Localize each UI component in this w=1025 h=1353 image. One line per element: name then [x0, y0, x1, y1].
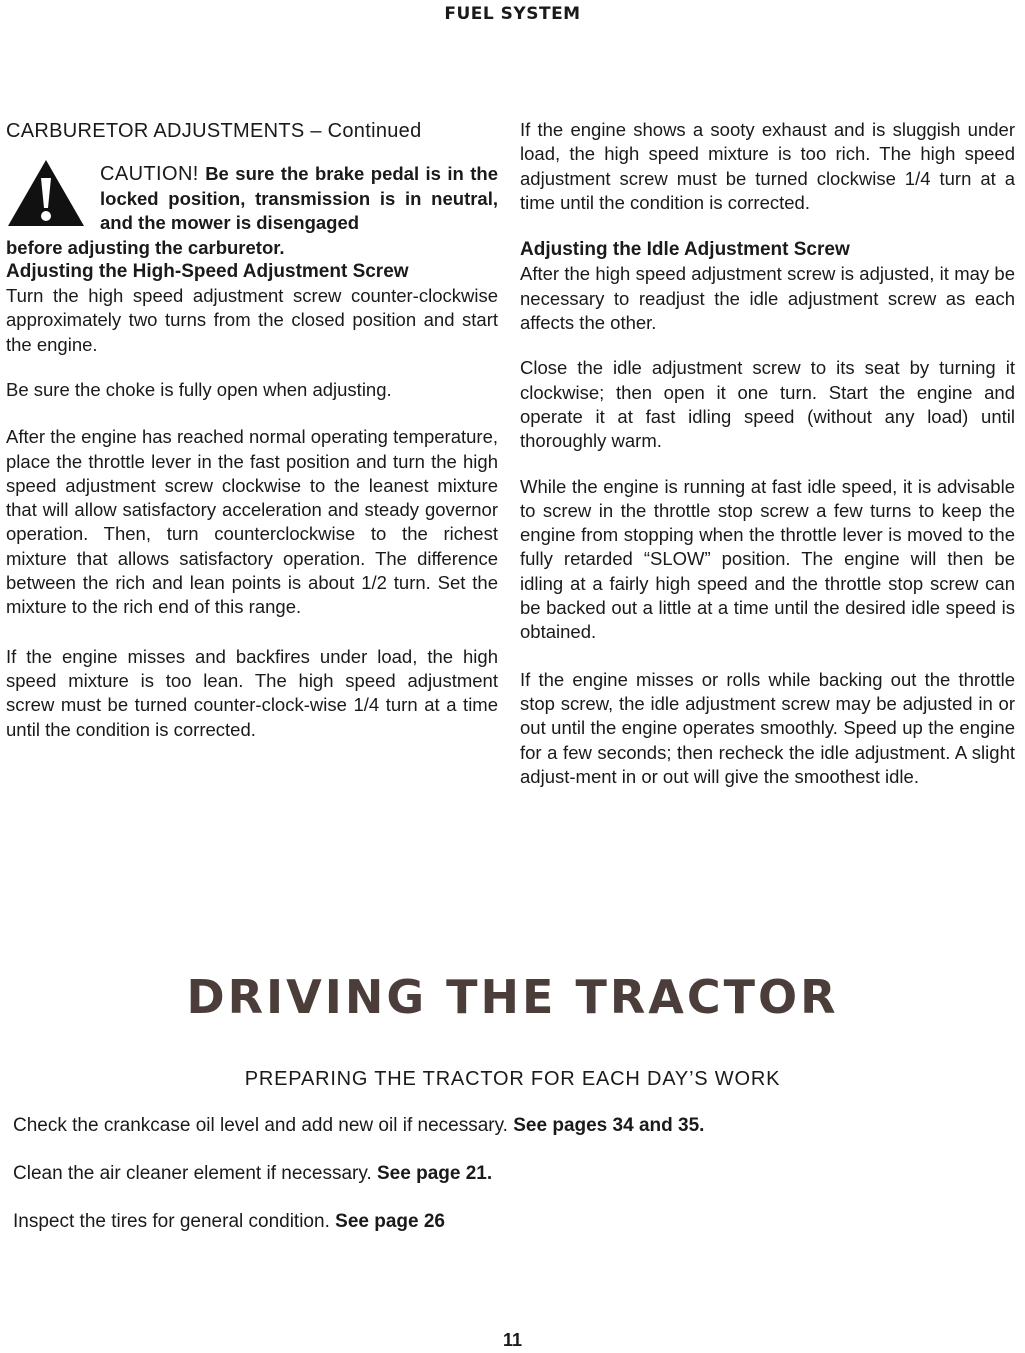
idle-subhead: Adjusting the Idle Adjustment Screw [520, 239, 850, 261]
caution-block [6, 162, 498, 236]
list-item [13, 1161, 913, 1187]
list-item [13, 1113, 913, 1139]
section-title-main: CARBURETOR ADJUSTMENTS [6, 120, 305, 142]
page-header: FUEL SYSTEM [444, 4, 581, 24]
left-paragraph: Turn the high speed adjustment screw counter-clockwise approximately two turns from the closed position and start the engine. [6, 285, 498, 355]
task-text: Clean the air cleaner element if necessary. [13, 1163, 377, 1184]
caution-tail: before adjusting the carburetor. [6, 236, 285, 258]
high-speed-subhead: Adjusting the High-Speed Adjustment Screw [6, 260, 409, 282]
right-paragraph: While the engine is running at fast idle speed, it is advisable to screw in the throttle stop screw a few turns to keep the engine from stopping when the throttle lever is moved to the fully retarded “SLOW” position. The engine will then be idling at a fairly high speed and the throttle stop screw can be backed out a little at a time until the desired idle speed is obtained. [520, 475, 1015, 643]
page-reference: See page 21. [377, 1163, 493, 1184]
task-text: Inspect the tires for general condition. [13, 1211, 336, 1232]
warning-triangle-icon [6, 158, 86, 228]
page-number: 11 [502, 1330, 523, 1350]
daily-tasks-list [13, 1113, 913, 1257]
caution-text [100, 162, 498, 236]
page-reference: See page 26 [335, 1211, 445, 1232]
caution-body: Be sure the brake pedal is in the locked position, transmission is in neutral, and the mower is disengaged [100, 163, 498, 233]
section-title-suffix: – Continued [304, 120, 422, 142]
task-text: Check the crankcase oil level and add new oil if necessary. [13, 1115, 514, 1136]
right-paragraph: Close the idle adjustment screw to its seat by turning it clockwise; then open it one turn. Start the engine and operate it at fast idling speed (without any load) until thoroughly warm. [520, 357, 1015, 452]
caution-label: CAUTION! [100, 163, 199, 185]
page-reference: See pages 34 and 35. [513, 1115, 705, 1136]
left-paragraph: If the engine misses and backfires under load, the high speed mixture is too lean. The high speed adjustment screw must be turned counter-clock-wise 1/4 turn at a time until the condition is corrected. [6, 645, 498, 740]
right-column [520, 118, 1015, 789]
right-intro: If the engine shows a sooty exhaust and is sluggish under load, the high speed mixture is too rich. The high speed adjustment screw must be turned clockwise 1/4 turn at a time until the condition is corrected. [520, 119, 1015, 213]
right-paragraph: After the high speed adjustment screw is adjusted, it may be necessary to readjust the idle adjustment screw as each affects the other. [520, 263, 1015, 334]
section-title [6, 118, 498, 144]
left-paragraph: Be sure the choke is fully open when adjusting. [6, 378, 392, 400]
left-paragraph: After the engine has reached normal operating temperature, place the throttle lever in the fast position and turn the high speed adjustment screw clockwise to the leanest mixture that will allow satisfactory acceleration and steady governor operation. Then, turn counterclockwise to the richest mixture that allows satisfactory operation. The difference between the rich and lean points is about 1/2 turn. Set the mixture to the rich end of this range. [6, 426, 498, 618]
driving-title: DRIVING THE TRACTOR [186, 970, 839, 1024]
preparing-subtitle: PREPARING THE TRACTOR FOR EACH DAY’S WORK [244, 1068, 781, 1090]
right-paragraph: If the engine misses or rolls while backing out the throttle stop screw, the idle adjustment screw may be adjusted in or out until the engine operates smoothly. Speed up the engine for a few seconds; then recheck the idle adjustment. A slight adjust-ment in or out will give the smoothest idle. [520, 668, 1015, 787]
left-column [6, 118, 498, 742]
list-item [13, 1209, 913, 1235]
